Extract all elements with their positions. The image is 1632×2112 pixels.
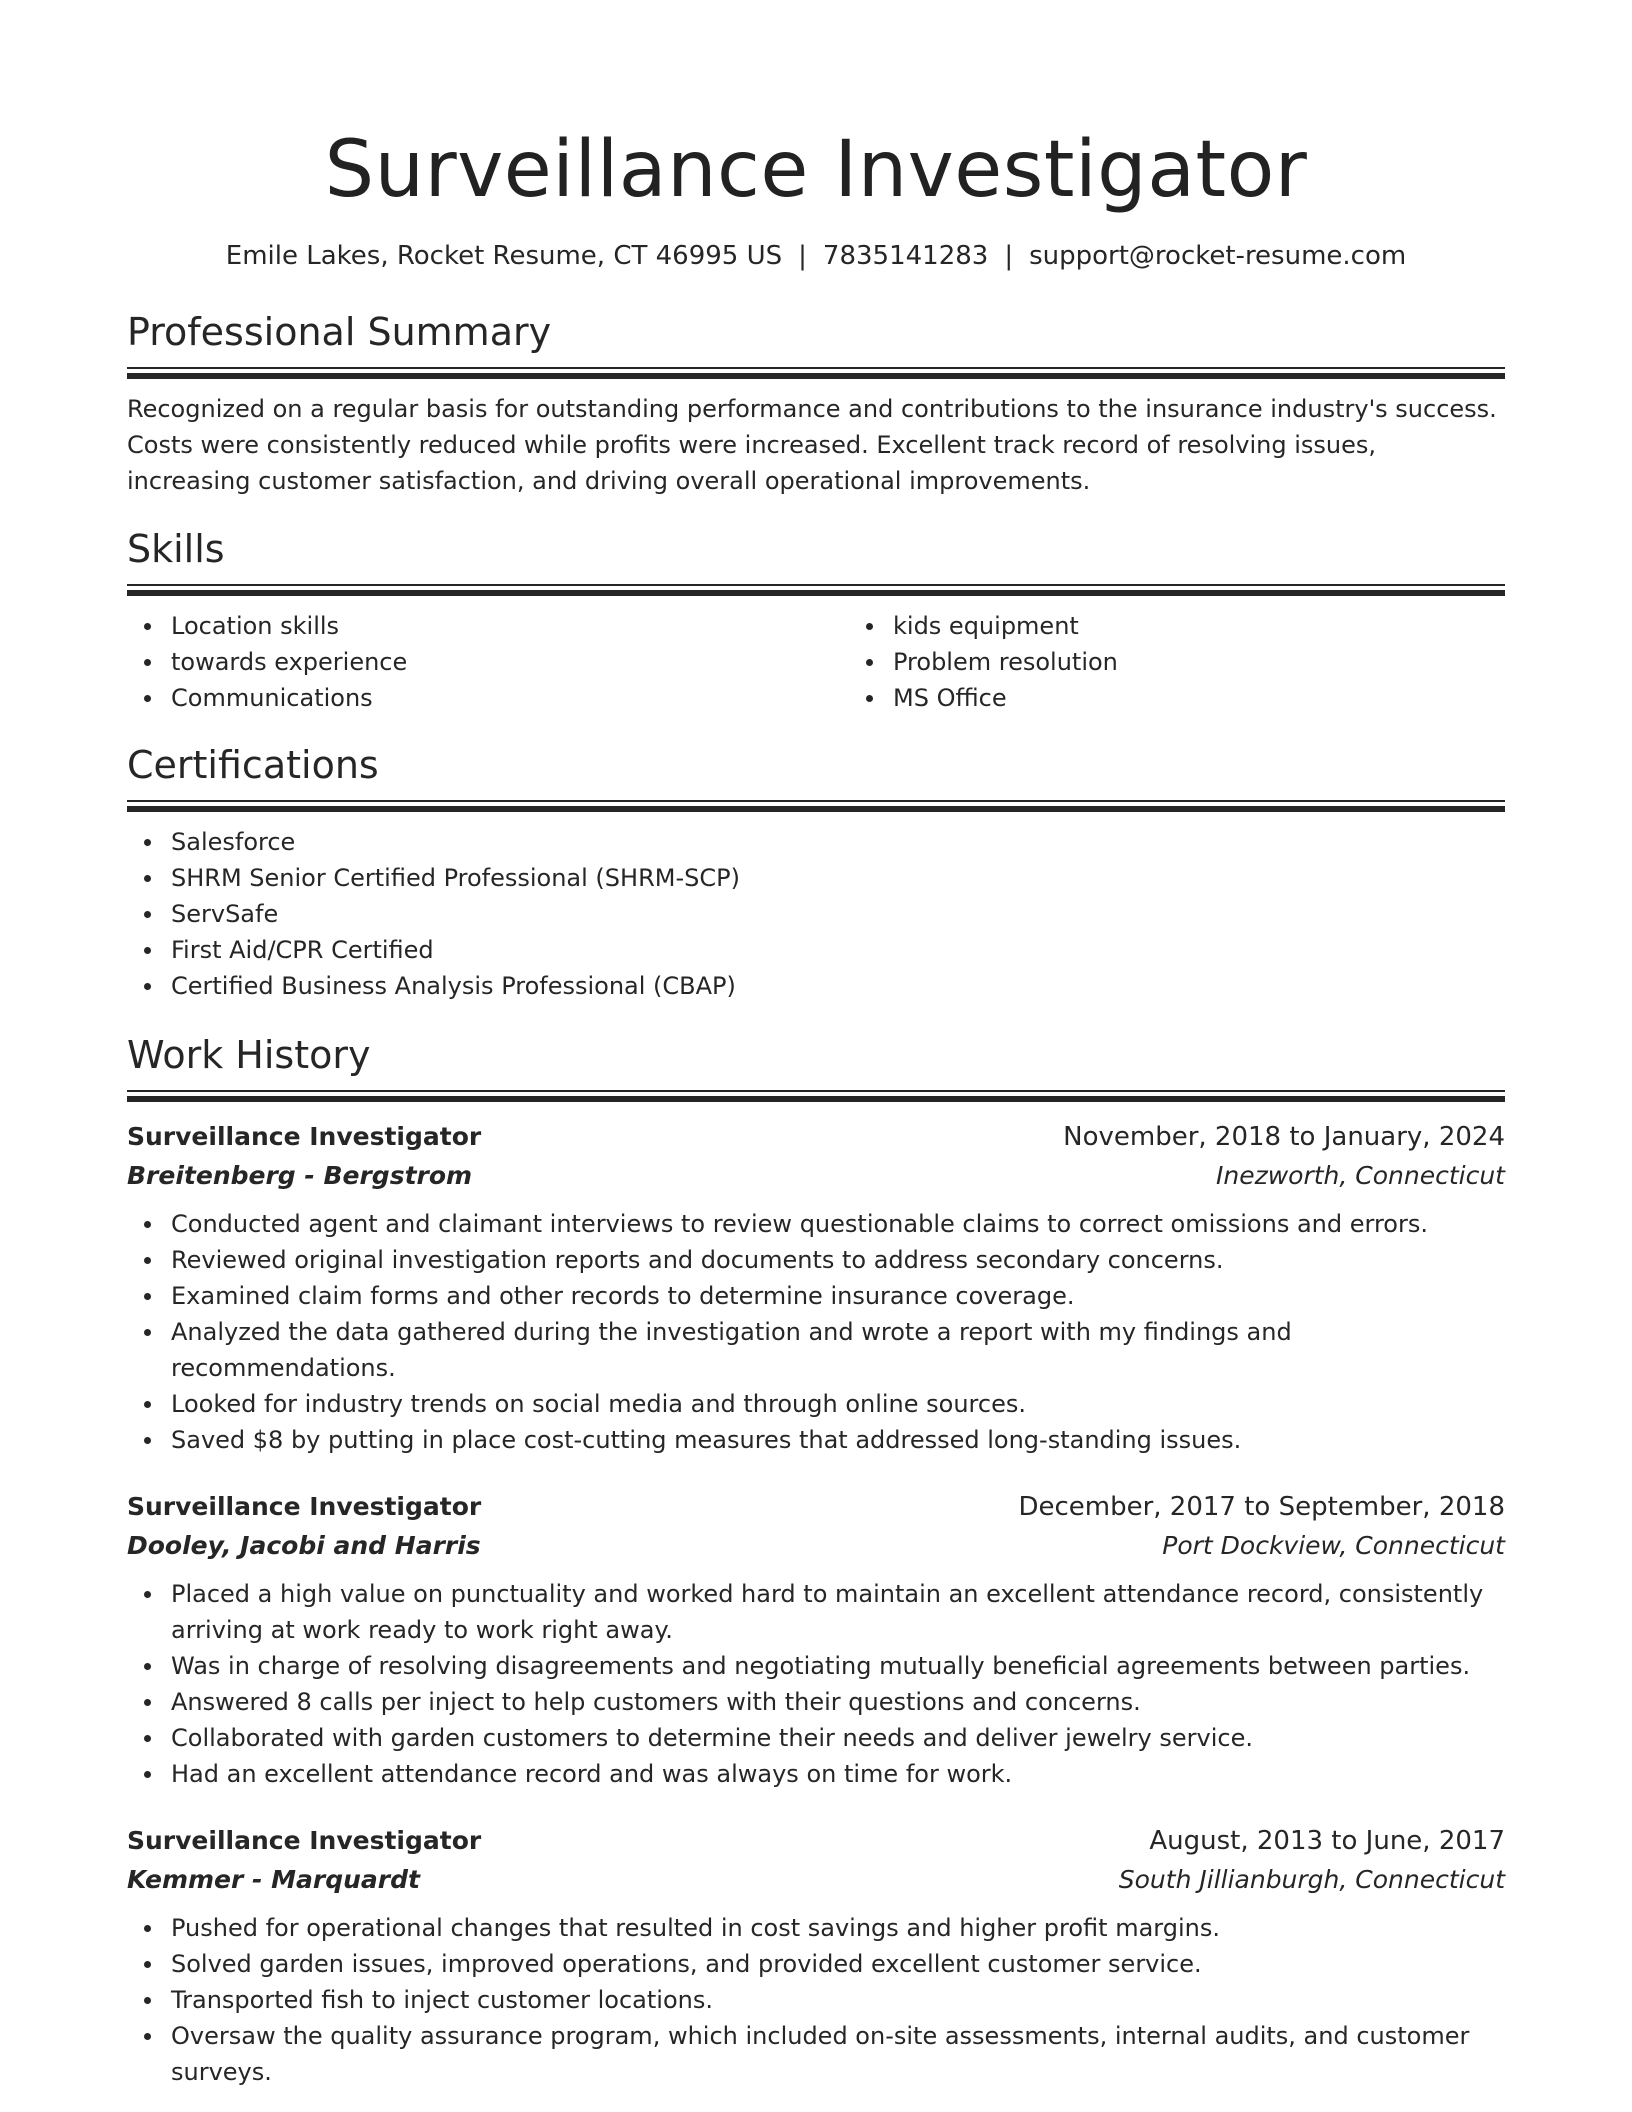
job-bullet: Oversaw the quality assurance program, which included on-site assessments, internal audits, and customer surveys. <box>171 2018 1505 2090</box>
certification-item: SHRM Senior Certified Professional (SHRM-SCP) <box>171 860 1505 896</box>
job-dates: August, 2013 to June, 2017 <box>1149 1826 1505 1856</box>
resume-name: Surveillance Investigator <box>324 125 1308 215</box>
certifications-list <box>127 824 1505 1004</box>
contact-separator: | <box>1004 241 1014 271</box>
section-divider <box>127 584 1505 596</box>
certification-item: First Aid/CPR Certified <box>171 932 1505 968</box>
contact-email: support@rocket-resume.com <box>1029 241 1407 271</box>
job-location: Inezworth, Connecticut <box>1216 1161 1505 1190</box>
skill-item: towards experience <box>171 644 849 680</box>
job-bullet: Pushed for operational changes that resulted in cost savings and higher profit margins. <box>171 1910 1505 1946</box>
contact-address: Emile Lakes, Rocket Resume, CT 46995 US <box>225 241 783 271</box>
job-company: Kemmer - Marquardt <box>127 1865 420 1894</box>
job-bullet: Had an excellent attendance record and was always on time for work. <box>171 1756 1505 1792</box>
job-bullet: Placed a high value on punctuality and worked hard to maintain an excellent attendance record, consistently arriving at work ready to work right away. <box>171 1576 1505 1648</box>
job-bullet: Examined claim forms and other records to determine insurance coverage. <box>171 1278 1505 1314</box>
summary-section <box>127 307 1505 499</box>
skill-item: kids equipment <box>893 608 1571 644</box>
section-title-work-history: Work History <box>127 1033 371 1077</box>
contact-separator: | <box>798 241 807 271</box>
job-bullet: Looked for industry trends on social media and through online sources. <box>171 1386 1505 1422</box>
skills-list-right <box>849 608 1571 716</box>
job-bullets <box>127 1910 1505 2090</box>
job-company: Dooley, Jacobi and Harris <box>127 1531 481 1560</box>
job-bullet: Was in charge of resolving disagreements and negotiating mutually beneficial agreements between parties. <box>171 1648 1505 1684</box>
job-entry <box>127 1488 1505 1792</box>
work-history-section <box>127 1030 1505 2090</box>
section-title-summary: Professional Summary <box>127 310 552 354</box>
job-company: Breitenberg - Bergstrom <box>127 1161 473 1190</box>
job-bullet: Analyzed the data gathered during the investigation and wrote a report with my findings and recommendations. <box>171 1314 1505 1386</box>
job-bullets <box>127 1206 1505 1458</box>
contact-phone: 7835141283 <box>822 241 989 271</box>
job-bullet: Saved $8 by putting in place cost-cutting measures that addressed long-standing issues. <box>171 1422 1505 1458</box>
skills-list-left <box>127 608 849 716</box>
skill-item: Location skills <box>171 608 849 644</box>
section-divider <box>127 1090 1505 1102</box>
certifications-section <box>127 740 1505 1004</box>
job-bullet: Transported fish to inject customer locations. <box>171 1982 1505 2018</box>
contact-line <box>127 238 1505 274</box>
certification-item: ServSafe <box>171 896 1505 932</box>
job-title: Surveillance Investigator <box>127 1492 482 1521</box>
job-bullet: Solved garden issues, improved operations, and provided excellent customer service. <box>171 1946 1505 1982</box>
certification-item: Certified Business Analysis Professional (CBAP) <box>171 968 1505 1004</box>
job-title: Surveillance Investigator <box>127 1826 482 1855</box>
job-bullet: Answered 8 calls per inject to help customers with their questions and concerns. <box>171 1684 1505 1720</box>
job-title: Surveillance Investigator <box>127 1122 482 1151</box>
section-title-skills: Skills <box>127 527 225 571</box>
job-location: South Jillianburgh, Connecticut <box>1118 1865 1505 1894</box>
section-divider <box>127 367 1505 379</box>
job-location: Port Dockview, Connecticut <box>1162 1531 1505 1560</box>
job-bullet: Conducted agent and claimant interviews to review questionable claims to correct omissions and errors. <box>171 1206 1505 1242</box>
certification-item: Salesforce <box>171 824 1505 860</box>
job-entry <box>127 1822 1505 2090</box>
skills-columns <box>127 608 1505 716</box>
job-bullet: Reviewed original investigation reports and documents to address secondary concerns. <box>171 1242 1505 1278</box>
skill-item: Problem resolution <box>893 644 1571 680</box>
job-dates: November, 2018 to January, 2024 <box>1063 1122 1505 1152</box>
summary-text: Recognized on a regular basis for outstanding performance and contributions to the insurance industry's success. Costs were consistently reduced while profits were increased. Excellent track record of resolving issues, increasing customer satisfaction, and driving overall operational improvements. <box>127 395 1497 495</box>
job-entry <box>127 1118 1505 1458</box>
skill-item: MS Office <box>893 680 1571 716</box>
section-divider <box>127 800 1505 812</box>
skills-section <box>127 524 1505 716</box>
job-bullets <box>127 1576 1505 1792</box>
section-title-certifications: Certifications <box>127 743 379 787</box>
skill-item: Communications <box>171 680 849 716</box>
job-dates: December, 2017 to September, 2018 <box>1018 1492 1505 1522</box>
job-bullet: Collaborated with garden customers to determine their needs and deliver jewelry service. <box>171 1720 1505 1756</box>
